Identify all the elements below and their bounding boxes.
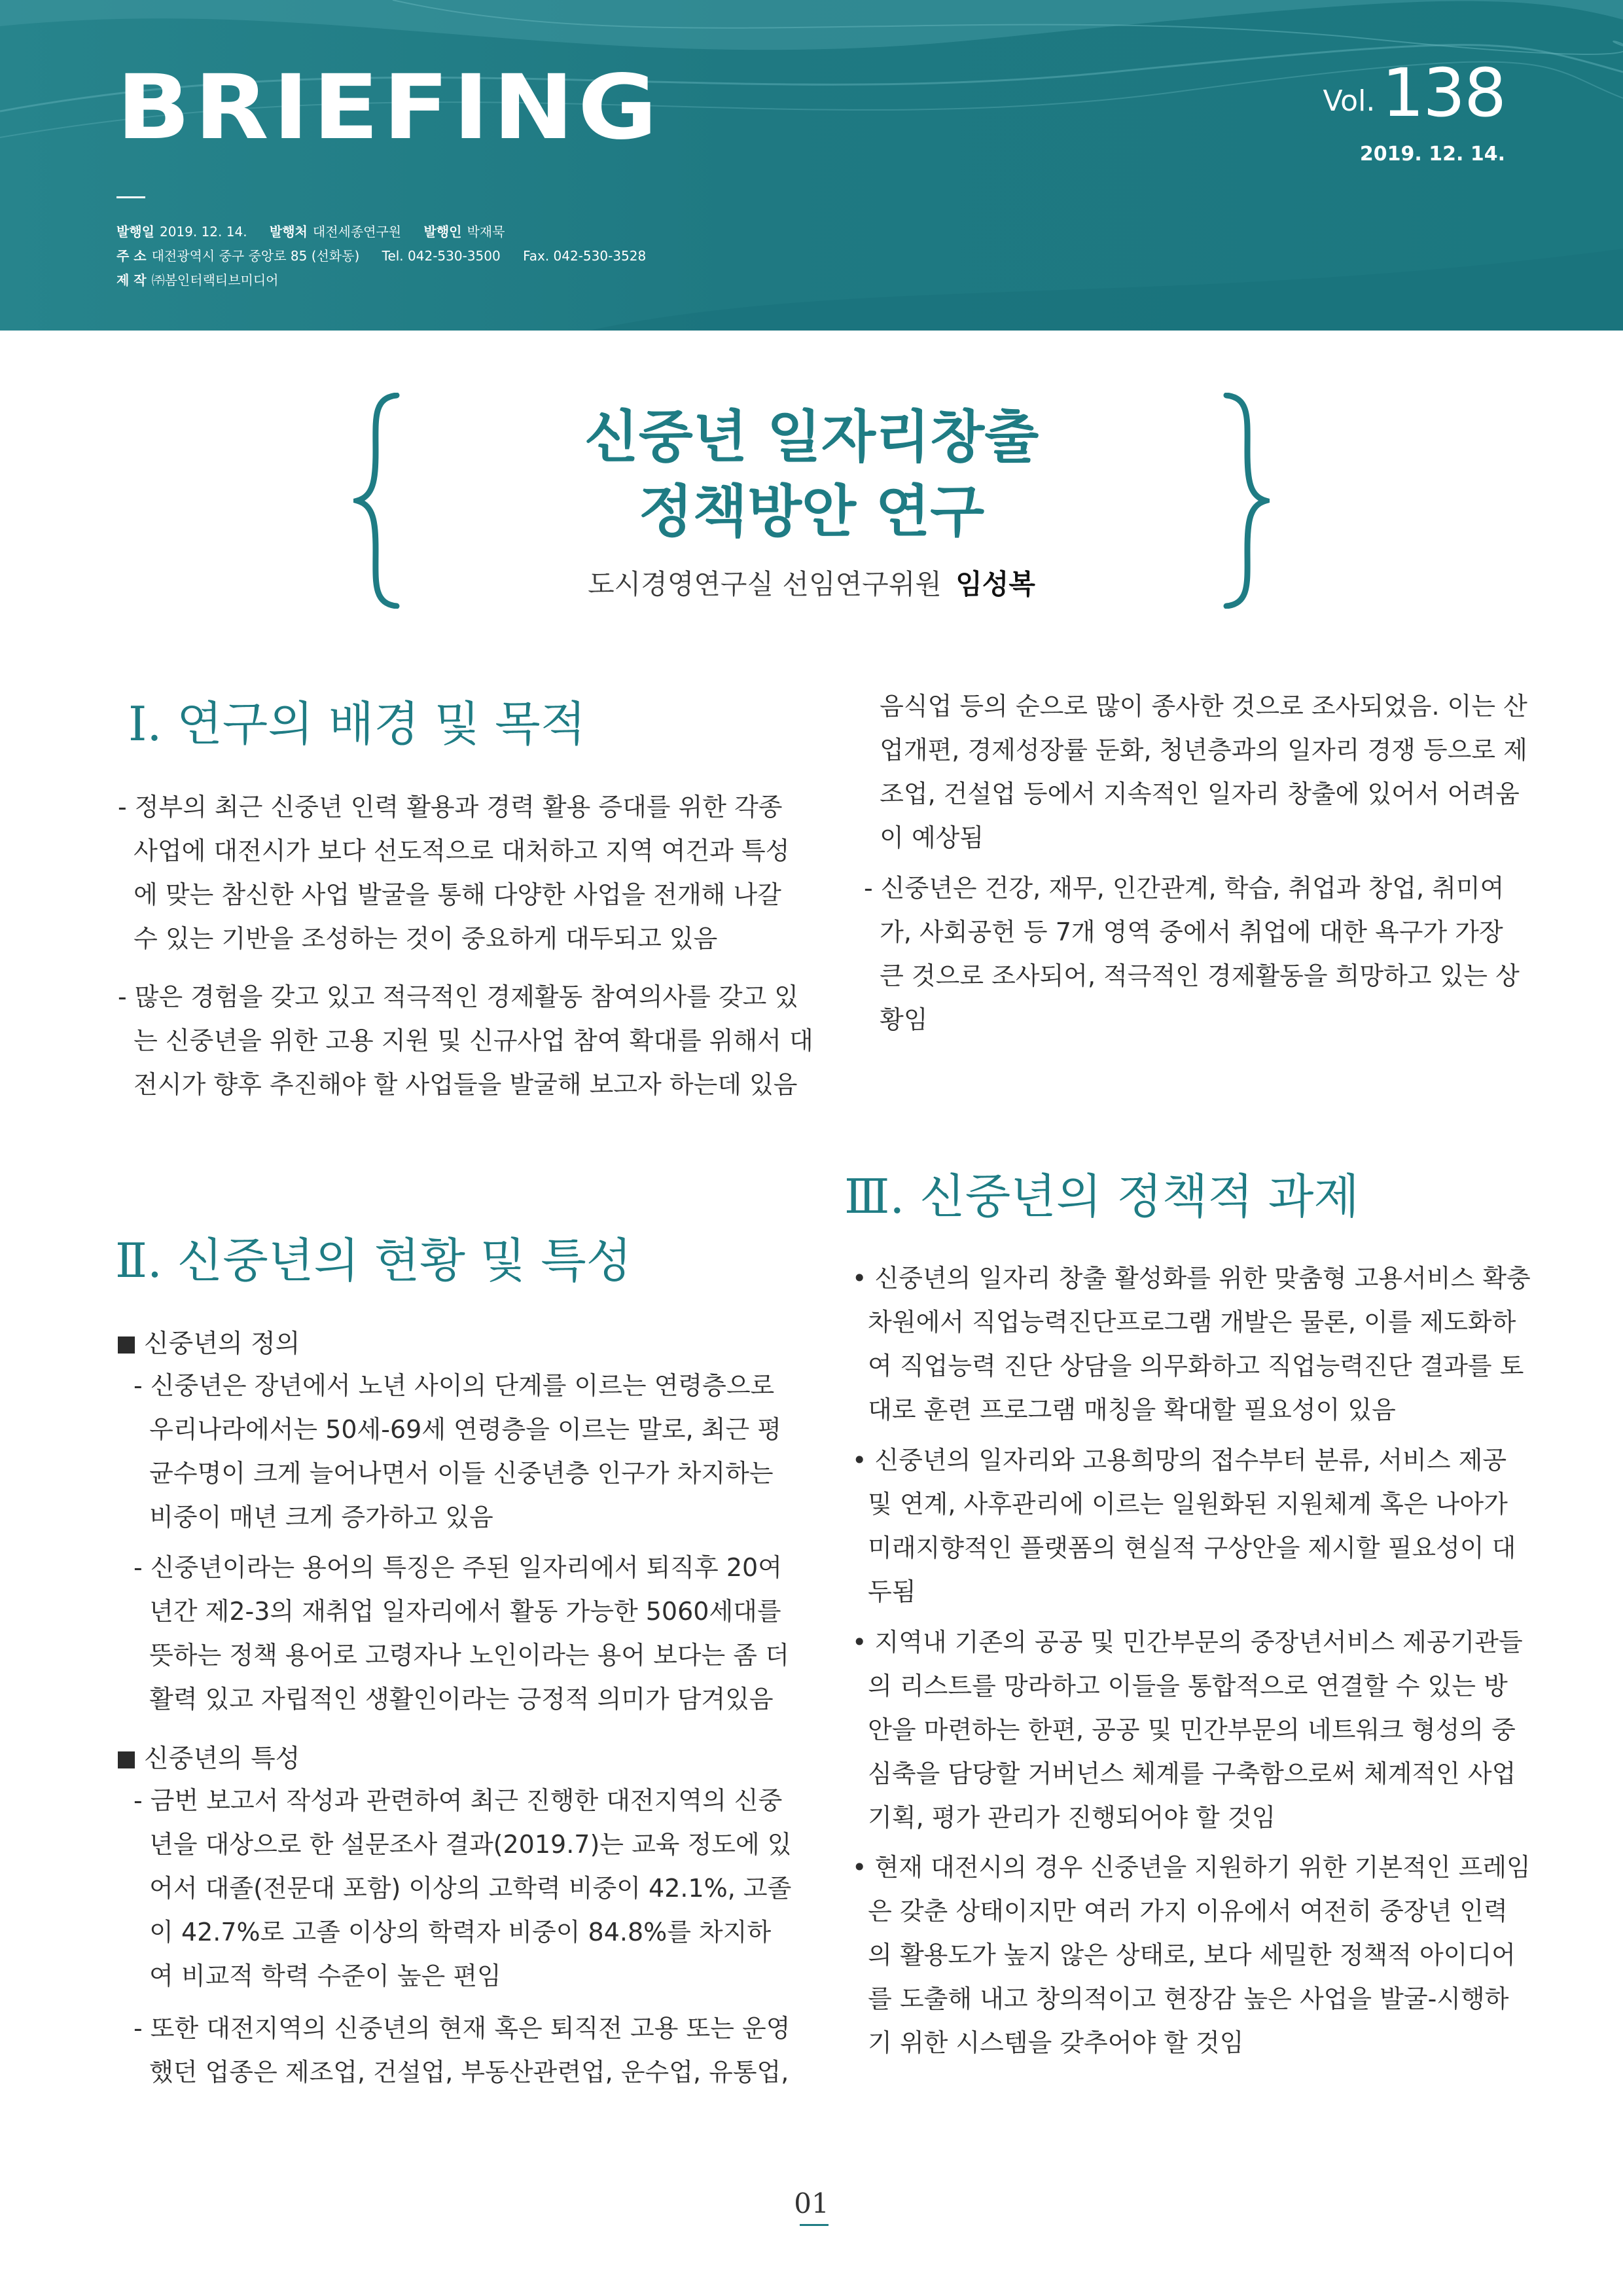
page-number-underline [800,2224,829,2226]
text-line: • 신중년의 일자리와 고용희망의 접수부터 분류, 서비스 제공 [852,1446,1507,1475]
text-line: 황임 [864,1005,928,1034]
text-line: 에 맞는 참신한 사업 발굴을 통해 다양한 사업을 전개해 나갈 [118,880,781,909]
text-line: 은 갖춘 상태이지만 여러 가지 이유에서 여전히 중장년 인력 [852,1897,1508,1926]
text-line: 조업, 건설업 등에서 지속적인 일자리 창출에 있어서 어려움 [864,780,1520,808]
section-3-item-1 [852,1257,1531,1432]
subheading-text: 신중년의 특성 [144,1744,300,1774]
publication-info-row-2 [116,244,646,268]
section-3-item-2 [852,1439,1516,1614]
production: ㈜봄인터랙티브미디어 [151,272,279,288]
author-role: 도시경영연구실 선임연구위원 [588,568,942,600]
text-line: 및 연계, 사후관리에 이르는 일원화된 지원체계 혹은 나아가 [852,1490,1508,1518]
publisher: 대전세종연구원 [312,224,402,240]
text-line: 뜻하는 정책 용어로 고령자나 노인이라는 용어 보다는 좀 더 [134,1641,789,1670]
text-line: 년간 제2-3의 재취업 일자리에서 활동 가능한 5060세대를 [134,1597,781,1626]
report-title-line-2: 정책방안 연구 [638,479,985,545]
text-line: - 신중년이라는 용어의 특징은 주된 일자리에서 퇴직후 20여 [134,1553,782,1582]
text-line: 했던 업종은 제조업, 건설업, 부동산관련업, 운수업, 유통업, [134,2058,789,2087]
author-line [0,563,1623,602]
text-line: 큰 것으로 조사되어, 적극적인 경제활동을 희망하고 있는 상 [864,961,1520,990]
publish-date-label: 발행일 [116,224,154,240]
text-line: 의 리스트를 망라하고 이들을 통합적으로 연결할 수 있는 방 [852,1672,1508,1700]
text-line: 기획, 평가 관리가 진행되어야 할 것임 [852,1803,1276,1832]
text-line: 년을 대상으로 한 설문조사 결과(2019.7)는 교육 정도에 있 [134,1830,792,1859]
text-line: 음식업 등의 순으로 많이 종사한 것으로 조사되었음. 이는 산 [864,692,1527,721]
text-line: - 신중년은 건강, 재무, 인간관계, 학습, 취업과 창업, 취미여 [864,874,1505,903]
fax: Fax. 042-530-3528 [523,248,647,264]
issue-date: 2019. 12. 14. [1359,143,1505,166]
section-3-heading: Ⅲ. 신중년의 정책적 과제 [844,1169,1359,1224]
text-line: 어서 대졸(전문대 포함) 이상의 고학력 비중이 42.1%, 고졸 [134,1874,792,1903]
masthead-banner [0,0,1623,331]
text-line: 대로 훈련 프로그램 매칭을 확대할 필요성이 있음 [852,1395,1396,1424]
volume-number [1323,54,1505,132]
text-line: 가, 사회공헌 등 7개 영역 중에서 취업에 대한 욕구가 가장 [864,918,1503,946]
text-line: - 정부의 최근 신중년 인력 활용과 경력 활용 증대를 위한 각종 [118,793,783,821]
publish-date: 2019. 12. 14. [159,224,247,240]
issuer: 박재묵 [467,224,505,240]
text-line: 미래지향적인 플랫폼의 현실적 구상안을 제시할 필요성이 대 [852,1534,1516,1562]
text-line: - 신중년은 장년에서 노년 사이의 단계를 이르는 연령층으로 [134,1371,775,1400]
text-line: 를 도출해 내고 창의적이고 현장감 높은 사업을 발굴-시행하 [852,1984,1509,2013]
section-3-item-3 [852,1621,1523,1840]
text-line: 이 예상됨 [864,823,984,852]
brand-logo: BRIEFING [116,55,662,160]
section-2-paragraph-4 [134,2007,790,2094]
text-line: 여 비교적 학력 수준이 높은 편임 [134,1962,501,1990]
section-3-item-4 [852,1846,1531,2065]
text-line: 이 42.7%로 고졸 이상의 학력자 비중이 84.8%를 차지하 [134,1918,772,1946]
text-line: - 많은 경험을 갖고 있고 적극적인 경제활동 참여의사를 갖고 있 [118,982,799,1011]
text-line: 심축을 담당할 거버넌스 체계를 구축함으로써 체계적인 사업 [852,1759,1516,1788]
report-title-line-1: 신중년 일자리창출 [584,404,1039,470]
square-bullet-icon [118,1751,135,1768]
text-line: 사업에 대전시가 보다 선도적으로 대처하고 지역 여건과 특성 [118,836,790,865]
address: 대전광역시 중구 중앙로 85 (선화동) [151,248,360,264]
text-line: 기 위한 시스템을 갖추어야 할 것임 [852,2028,1244,2057]
volume-value: 138 [1382,54,1505,132]
issuer-label: 발행인 [423,224,462,240]
text-line: • 현재 대전시의 경우 신중년을 지원하기 위한 기본적인 프레임 [852,1853,1531,1882]
text-line: 는 신중년을 위한 고용 지원 및 신규사업 참여 확대를 위해서 대 [118,1026,813,1055]
text-line: • 지역내 기존의 공공 및 민간부문의 중장년서비스 제공기관들 [852,1628,1523,1657]
right-column-paragraph-1 [864,685,1527,860]
text-line: - 금번 보고서 작성과 관련하여 최근 진행한 대전지역의 신중 [134,1786,783,1815]
section-1-paragraph-2 [118,975,813,1107]
subheading-characteristics [118,1738,300,1775]
text-line: 비중이 매년 크게 증가하고 있음 [134,1503,493,1532]
publication-info-row-1 [116,220,646,244]
section-2-heading: Ⅱ. 신중년의 현황 및 특성 [115,1233,632,1288]
subheading-definition [118,1323,300,1360]
text-line: 우리나라에서는 50세-69세 연령층을 이르는 말로, 최근 평 [134,1415,782,1444]
subheading-text: 신중년의 정의 [144,1329,300,1359]
text-line: 전시가 향후 추진해야 할 사업들을 발굴해 보고자 하는데 있음 [118,1070,798,1099]
section-2-paragraph-2 [134,1546,789,1721]
text-line: 업개편, 경제성장률 둔화, 청년층과의 일자리 경쟁 등으로 제 [864,736,1527,764]
volume-label: Vol. [1323,84,1376,118]
square-bullet-icon [118,1336,135,1354]
header-divider [116,196,145,198]
text-line: 의 활용도가 높지 않은 상태로, 보다 세밀한 정책적 아이디어 [852,1941,1516,1969]
publisher-label: 발행처 [269,224,308,240]
section-1-paragraph-1 [118,785,789,961]
right-column-paragraph-2 [864,867,1520,1042]
author-name: 임성복 [955,568,1035,600]
publication-info [116,220,646,293]
text-line: 차원에서 직업능력진단프로그램 개발은 물론, 이를 제도화하 [852,1308,1516,1336]
text-line: 안을 마련하는 한편, 공공 및 민간부문의 네트워크 형성의 중 [852,1715,1516,1744]
section-2-paragraph-1 [134,1364,781,1539]
section-2-paragraph-3 [134,1779,792,1998]
text-line: 균수명이 크게 늘어나면서 이들 신중년층 인구가 차지하는 [134,1459,774,1488]
production-label: 제 작 [116,272,147,288]
address-label: 주 소 [116,248,147,264]
text-line: 여 직업능력 진단 상담을 의무화하고 직업능력진단 결과를 토 [852,1352,1524,1380]
text-line: 두됨 [852,1577,916,1606]
text-line: 수 있는 기반을 조성하는 것이 중요하게 대두되고 있음 [118,924,718,953]
text-line: 활력 있고 자립적인 생활인이라는 긍정적 의미가 담겨있음 [134,1685,774,1713]
telephone: Tel. 042-530-3500 [382,248,501,264]
text-line: • 신중년의 일자리 창출 활성화를 위한 맞춤형 고용서비스 확충 [852,1264,1531,1293]
page-number: 01 [794,2187,829,2219]
section-1-heading: Ⅰ. 연구의 배경 및 목적 [128,696,586,751]
text-line: - 또한 대전지역의 신중년의 현재 혹은 퇴직전 고용 또는 운영 [134,2014,791,2043]
publication-info-row-3 [116,268,646,293]
